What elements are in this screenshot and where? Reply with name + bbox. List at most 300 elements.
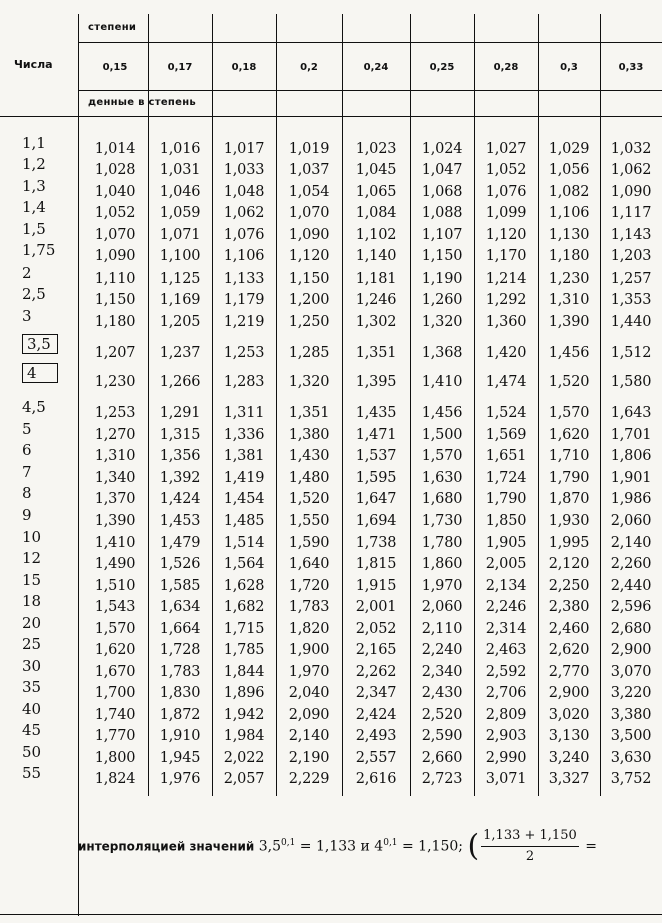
table-cell: 1,651 — [485, 448, 527, 464]
table-cell: 2,262 — [355, 664, 397, 680]
table-rule-col — [474, 14, 475, 796]
table-cell: 1,340 — [94, 470, 136, 486]
table-cell: 1,680 — [421, 491, 463, 507]
table-cell: 1,740 — [94, 707, 136, 723]
row-label: 3,5 — [22, 334, 58, 354]
table-cell: 1,694 — [355, 513, 397, 529]
table-cell: 3,630 — [610, 750, 652, 766]
table-cell: 1,336 — [223, 427, 265, 443]
table-cell: 1,027 — [485, 141, 527, 157]
table-cell: 1,844 — [223, 664, 265, 680]
table-cell: 1,071 — [159, 227, 201, 243]
table-cell: 2,770 — [548, 664, 590, 680]
table-cell: 1,915 — [355, 578, 397, 594]
table-cell: 1,640 — [288, 556, 330, 572]
table-cell: 1,976 — [159, 771, 201, 787]
table-cell: 3,380 — [610, 707, 652, 723]
table-cell: 2,314 — [485, 621, 527, 637]
table-cell: 1,070 — [288, 205, 330, 221]
table-cell: 3,070 — [610, 664, 652, 680]
table-cell: 2,022 — [223, 750, 265, 766]
table-cell: 1,046 — [159, 184, 201, 200]
table-cell: 1,419 — [223, 470, 265, 486]
footnote-expr1: 3,5 — [258, 838, 282, 855]
table-cell: 1,310 — [94, 448, 136, 464]
table-cell: 1,270 — [94, 427, 136, 443]
table-cell: 3,240 — [548, 750, 590, 766]
table-cell: 1,368 — [421, 345, 463, 361]
table-cell: 1,628 — [223, 578, 265, 594]
table-cell: 1,169 — [159, 292, 201, 308]
row-label: 35 — [22, 678, 42, 696]
table-cell: 3,500 — [610, 728, 652, 744]
table-cell: 2,430 — [421, 685, 463, 701]
row-label: 1,4 — [22, 198, 46, 216]
table-cell: 1,474 — [485, 374, 527, 390]
table-rule-col — [148, 14, 149, 796]
table-cell: 1,017 — [223, 141, 265, 157]
table-cell: 3,220 — [610, 685, 652, 701]
footnote-eq1: = 1,133 и — [299, 838, 370, 855]
table-cell: 2,460 — [548, 621, 590, 637]
table-cell: 1,014 — [94, 141, 136, 157]
table-cell: 1,370 — [94, 491, 136, 507]
table-cell: 1,292 — [485, 292, 527, 308]
table-cell: 1,643 — [610, 405, 652, 421]
table-cell: 1,456 — [421, 405, 463, 421]
table-cell: 1,205 — [159, 314, 201, 330]
table-cell: 1,180 — [94, 314, 136, 330]
table-cell: 2,493 — [355, 728, 397, 744]
table-cell: 2,596 — [610, 599, 652, 615]
table-cell: 1,634 — [159, 599, 201, 615]
table-cell: 2,900 — [548, 685, 590, 701]
table-cell: 2,440 — [610, 578, 652, 594]
table-cell: 2,052 — [355, 621, 397, 637]
table-cell: 1,537 — [355, 448, 397, 464]
table-cell: 1,107 — [421, 227, 463, 243]
table-cell: 1,076 — [223, 227, 265, 243]
table-cell: 1,033 — [223, 162, 265, 178]
row-label: 50 — [22, 743, 42, 761]
table-cell: 1,770 — [94, 728, 136, 744]
table-cell: 1,664 — [159, 621, 201, 637]
table-cell: 1,479 — [159, 535, 201, 551]
table-cell: 1,028 — [94, 162, 136, 178]
table-cell: 1,910 — [159, 728, 201, 744]
table-cell: 1,180 — [548, 248, 590, 264]
table-cell: 1,100 — [159, 248, 201, 264]
table-cell: 2,903 — [485, 728, 527, 744]
table-cell: 1,390 — [548, 314, 590, 330]
fraction — [481, 826, 579, 867]
table-cell: 1,120 — [485, 227, 527, 243]
table-cell: 2,900 — [610, 642, 652, 658]
table-cell: 1,019 — [288, 141, 330, 157]
table-cell: 1,170 — [485, 248, 527, 264]
table-cell: 1,524 — [485, 405, 527, 421]
header-rule-exponents — [78, 90, 662, 91]
table-cell: 1,715 — [223, 621, 265, 637]
table-cell: 2,424 — [355, 707, 397, 723]
table-cell: 2,060 — [610, 513, 652, 529]
table-cell: 2,723 — [421, 771, 463, 787]
table-cell: 1,285 — [288, 345, 330, 361]
table-cell: 1,230 — [94, 374, 136, 390]
table-cell: 1,320 — [421, 314, 463, 330]
table-cell: 1,257 — [610, 271, 652, 287]
table-cell: 1,728 — [159, 642, 201, 658]
table-rule-col — [212, 14, 213, 796]
table-cell: 1,820 — [288, 621, 330, 637]
table-cell: 1,569 — [485, 427, 527, 443]
header-bottom-band: денные в степень — [88, 97, 197, 108]
table-cell: 1,065 — [355, 184, 397, 200]
table-cell: 1,995 — [548, 535, 590, 551]
table-cell: 1,670 — [94, 664, 136, 680]
table-cell: 2,260 — [610, 556, 652, 572]
table-cell: 1,250 — [288, 314, 330, 330]
exponent-header: 0,3 — [560, 62, 578, 73]
table-cell: 1,102 — [355, 227, 397, 243]
table-cell: 1,062 — [610, 162, 652, 178]
table-cell: 1,424 — [159, 491, 201, 507]
table-cell: 1,253 — [94, 405, 136, 421]
table-cell: 1,133 — [223, 271, 265, 287]
row-label: 3 — [22, 307, 32, 325]
table-cell: 2,140 — [288, 728, 330, 744]
table-cell: 1,780 — [421, 535, 463, 551]
table-cell: 1,453 — [159, 513, 201, 529]
footnote-exp1: 0,1 — [281, 837, 296, 848]
table-cell: 2,706 — [485, 685, 527, 701]
exponent-header: 0,24 — [363, 62, 389, 73]
table-cell: 2,090 — [288, 707, 330, 723]
open-paren: ( — [467, 828, 480, 864]
table-cell: 1,237 — [159, 345, 201, 361]
row-label: 45 — [22, 721, 42, 739]
table-cell: 2,134 — [485, 578, 527, 594]
table-cell: 1,896 — [223, 685, 265, 701]
table-cell: 1,901 — [610, 470, 652, 486]
row-label: 10 — [22, 528, 42, 546]
table-cell: 1,520 — [288, 491, 330, 507]
table-cell: 1,984 — [223, 728, 265, 744]
table-cell: 1,724 — [485, 470, 527, 486]
row-label: 40 — [22, 700, 42, 718]
table-cell: 3,752 — [610, 771, 652, 787]
table-cell: 1,076 — [485, 184, 527, 200]
table-cell: 1,730 — [421, 513, 463, 529]
table-cell: 1,682 — [223, 599, 265, 615]
table-cell: 2,620 — [548, 642, 590, 658]
table-cell: 1,806 — [610, 448, 652, 464]
table-cell: 1,570 — [421, 448, 463, 464]
table-cell: 1,110 — [94, 271, 136, 287]
table-cell: 1,942 — [223, 707, 265, 723]
table-cell: 1,945 — [159, 750, 201, 766]
exponent-header: 0,18 — [231, 62, 257, 73]
table-cell: 1,253 — [223, 345, 265, 361]
table-cell: 1,800 — [94, 750, 136, 766]
fraction-denominator: 2 — [525, 849, 535, 864]
table-cell: 1,543 — [94, 599, 136, 615]
table-cell: 1,830 — [159, 685, 201, 701]
row-label: 6 — [22, 441, 32, 459]
exponent-header: 0,28 — [493, 62, 519, 73]
table-cell: 1,564 — [223, 556, 265, 572]
table-cell: 1,930 — [548, 513, 590, 529]
table-cell: 1,190 — [421, 271, 463, 287]
table-cell: 1,647 — [355, 491, 397, 507]
row-label: 1,3 — [22, 177, 46, 195]
table-cell: 2,246 — [485, 599, 527, 615]
table-cell: 1,090 — [610, 184, 652, 200]
table-cell: 2,809 — [485, 707, 527, 723]
table-cell: 1,099 — [485, 205, 527, 221]
table-cell: 1,500 — [421, 427, 463, 443]
table-cell: 1,710 — [548, 448, 590, 464]
row-label: 15 — [22, 571, 42, 589]
row-label: 1,5 — [22, 220, 46, 238]
table-cell: 1,090 — [94, 248, 136, 264]
row-label: 30 — [22, 657, 42, 675]
table-cell: 1,783 — [159, 664, 201, 680]
header-rule-top-band — [78, 42, 662, 43]
table-cell: 1,246 — [355, 292, 397, 308]
table-cell: 1,850 — [485, 513, 527, 529]
table-cell: 1,106 — [548, 205, 590, 221]
table-cell: 1,351 — [288, 405, 330, 421]
table-cell: 3,327 — [548, 771, 590, 787]
table-cell: 1,590 — [288, 535, 330, 551]
footnote-exp2: 0,1 — [383, 837, 398, 848]
row-label: 12 — [22, 549, 42, 567]
table-cell: 2,110 — [421, 621, 463, 637]
table-cell: 1,048 — [223, 184, 265, 200]
table-cell: 1,311 — [223, 405, 265, 421]
table-cell: 3,020 — [548, 707, 590, 723]
table-cell: 2,557 — [355, 750, 397, 766]
table-cell: 1,701 — [610, 427, 652, 443]
table-cell: 1,056 — [548, 162, 590, 178]
table-cell: 1,630 — [421, 470, 463, 486]
table-cell: 1,783 — [288, 599, 330, 615]
table-cell: 1,570 — [94, 621, 136, 637]
table-cell: 2,120 — [548, 556, 590, 572]
table-cell: 1,526 — [159, 556, 201, 572]
row-label: 1,1 — [22, 134, 46, 152]
footnote-prefix: интерполяцией значений — [78, 839, 255, 854]
table-cell: 1,070 — [94, 227, 136, 243]
table-cell: 1,291 — [159, 405, 201, 421]
exponent-header: 0,17 — [167, 62, 193, 73]
table-cell: 2,380 — [548, 599, 590, 615]
table-cell: 1,520 — [548, 374, 590, 390]
table-cell: 1,381 — [223, 448, 265, 464]
table-cell: 1,117 — [610, 205, 652, 221]
table-cell: 2,463 — [485, 642, 527, 658]
table-cell: 1,351 — [355, 345, 397, 361]
fraction-numerator: 1,133 + 1,150 — [481, 826, 579, 847]
table-cell: 1,620 — [94, 642, 136, 658]
table-cell: 3,071 — [485, 771, 527, 787]
table-cell: 1,485 — [223, 513, 265, 529]
footnote-expr2: 4 — [374, 838, 384, 855]
row-label: 2,5 — [22, 285, 46, 303]
table-cell: 1,181 — [355, 271, 397, 287]
table-cell: 1,360 — [485, 314, 527, 330]
table-rule-col — [276, 14, 277, 796]
table-cell: 1,037 — [288, 162, 330, 178]
table-cell: 1,120 — [288, 248, 330, 264]
table-cell: 2,140 — [610, 535, 652, 551]
table-cell: 2,165 — [355, 642, 397, 658]
table-rule-col — [410, 14, 411, 796]
table-cell: 2,590 — [421, 728, 463, 744]
row-label: 1,75 — [22, 241, 56, 259]
table-cell: 1,514 — [223, 535, 265, 551]
row-label: 4,5 — [22, 398, 46, 416]
table-cell: 2,250 — [548, 578, 590, 594]
table-cell: 1,410 — [94, 535, 136, 551]
table-cell: 1,031 — [159, 162, 201, 178]
table-cell: 1,062 — [223, 205, 265, 221]
table-cell: 1,510 — [94, 578, 136, 594]
table-cell: 1,585 — [159, 578, 201, 594]
table-cell: 1,392 — [159, 470, 201, 486]
table-cell: 1,068 — [421, 184, 463, 200]
stub-header: Числа — [14, 58, 53, 71]
table-cell: 1,230 — [548, 271, 590, 287]
table-cell: 1,084 — [355, 205, 397, 221]
row-label: 5 — [22, 420, 32, 438]
table-cell: 1,260 — [421, 292, 463, 308]
table-cell: 1,052 — [94, 205, 136, 221]
table-cell: 1,130 — [548, 227, 590, 243]
table-cell: 2,040 — [288, 685, 330, 701]
table-cell: 1,143 — [610, 227, 652, 243]
table-cell: 1,032 — [610, 141, 652, 157]
row-label: 55 — [22, 764, 42, 782]
table-cell: 1,356 — [159, 448, 201, 464]
table-cell: 1,283 — [223, 374, 265, 390]
table-cell: 1,029 — [548, 141, 590, 157]
table-cell: 2,340 — [421, 664, 463, 680]
table-cell: 2,229 — [288, 771, 330, 787]
exponent-header: 0,2 — [300, 62, 318, 73]
table-cell: 1,150 — [421, 248, 463, 264]
row-label: 25 — [22, 635, 42, 653]
table-cell: 1,302 — [355, 314, 397, 330]
table-cell: 2,057 — [223, 771, 265, 787]
table-cell: 1,550 — [288, 513, 330, 529]
table-cell: 1,106 — [223, 248, 265, 264]
table-cell: 2,520 — [421, 707, 463, 723]
table-cell: 1,059 — [159, 205, 201, 221]
table-cell: 1,200 — [288, 292, 330, 308]
row-label: 9 — [22, 506, 32, 524]
table-cell: 1,207 — [94, 345, 136, 361]
table-cell: 1,353 — [610, 292, 652, 308]
table-cell: 1,456 — [548, 345, 590, 361]
table-cell: 1,986 — [610, 491, 652, 507]
table-cell: 1,490 — [94, 556, 136, 572]
table-cell: 1,150 — [94, 292, 136, 308]
table-cell: 1,054 — [288, 184, 330, 200]
table-cell: 1,700 — [94, 685, 136, 701]
table-cell: 1,435 — [355, 405, 397, 421]
table-cell: 1,090 — [288, 227, 330, 243]
table-cell: 1,088 — [421, 205, 463, 221]
exponent-header: 0,33 — [618, 62, 644, 73]
table-cell: 1,440 — [610, 314, 652, 330]
table-cell: 1,620 — [548, 427, 590, 443]
table-cell: 2,001 — [355, 599, 397, 615]
table-cell: 1,790 — [485, 491, 527, 507]
table-cell: 2,060 — [421, 599, 463, 615]
table-cell: 1,040 — [94, 184, 136, 200]
table-cell: 1,471 — [355, 427, 397, 443]
table-cell: 1,082 — [548, 184, 590, 200]
footnote-tail: = — [585, 838, 597, 855]
table-cell: 1,266 — [159, 374, 201, 390]
table-cell: 1,045 — [355, 162, 397, 178]
table-cell: 1,970 — [288, 664, 330, 680]
table-cell: 1,125 — [159, 271, 201, 287]
exponent-header: 0,15 — [102, 62, 128, 73]
table-cell: 1,570 — [548, 405, 590, 421]
table-cell: 1,179 — [223, 292, 265, 308]
table-cell: 1,380 — [288, 427, 330, 443]
table-cell: 1,024 — [421, 141, 463, 157]
table-cell: 1,023 — [355, 141, 397, 157]
table-cell: 1,150 — [288, 271, 330, 287]
table-cell: 1,047 — [421, 162, 463, 178]
table-cell: 1,824 — [94, 771, 136, 787]
table-cell: 1,016 — [159, 141, 201, 157]
header-top-band: степени — [88, 22, 137, 33]
table-cell: 1,454 — [223, 491, 265, 507]
table-cell: 2,990 — [485, 750, 527, 766]
table-cell: 1,310 — [548, 292, 590, 308]
table-cell: 1,785 — [223, 642, 265, 658]
header-rule-bottom — [0, 116, 662, 117]
row-label: 1,2 — [22, 155, 46, 173]
table-cell: 1,140 — [355, 248, 397, 264]
row-label: 2 — [22, 264, 32, 282]
table-cell: 2,660 — [421, 750, 463, 766]
table-cell: 2,240 — [421, 642, 463, 658]
table-cell: 1,815 — [355, 556, 397, 572]
table-cell: 1,905 — [485, 535, 527, 551]
table-cell: 1,315 — [159, 427, 201, 443]
exponent-header: 0,25 — [429, 62, 455, 73]
row-label: 20 — [22, 614, 42, 632]
table-cell: 1,512 — [610, 345, 652, 361]
table-cell: 1,214 — [485, 271, 527, 287]
table-cell: 1,320 — [288, 374, 330, 390]
page-rule-bottom — [0, 914, 662, 915]
table-cell: 2,005 — [485, 556, 527, 572]
table-cell: 1,738 — [355, 535, 397, 551]
row-label: 18 — [22, 592, 42, 610]
table-cell: 2,616 — [355, 771, 397, 787]
table-cell: 1,219 — [223, 314, 265, 330]
row-label: 4 — [22, 363, 58, 383]
table-cell: 1,052 — [485, 162, 527, 178]
table-cell: 2,347 — [355, 685, 397, 701]
